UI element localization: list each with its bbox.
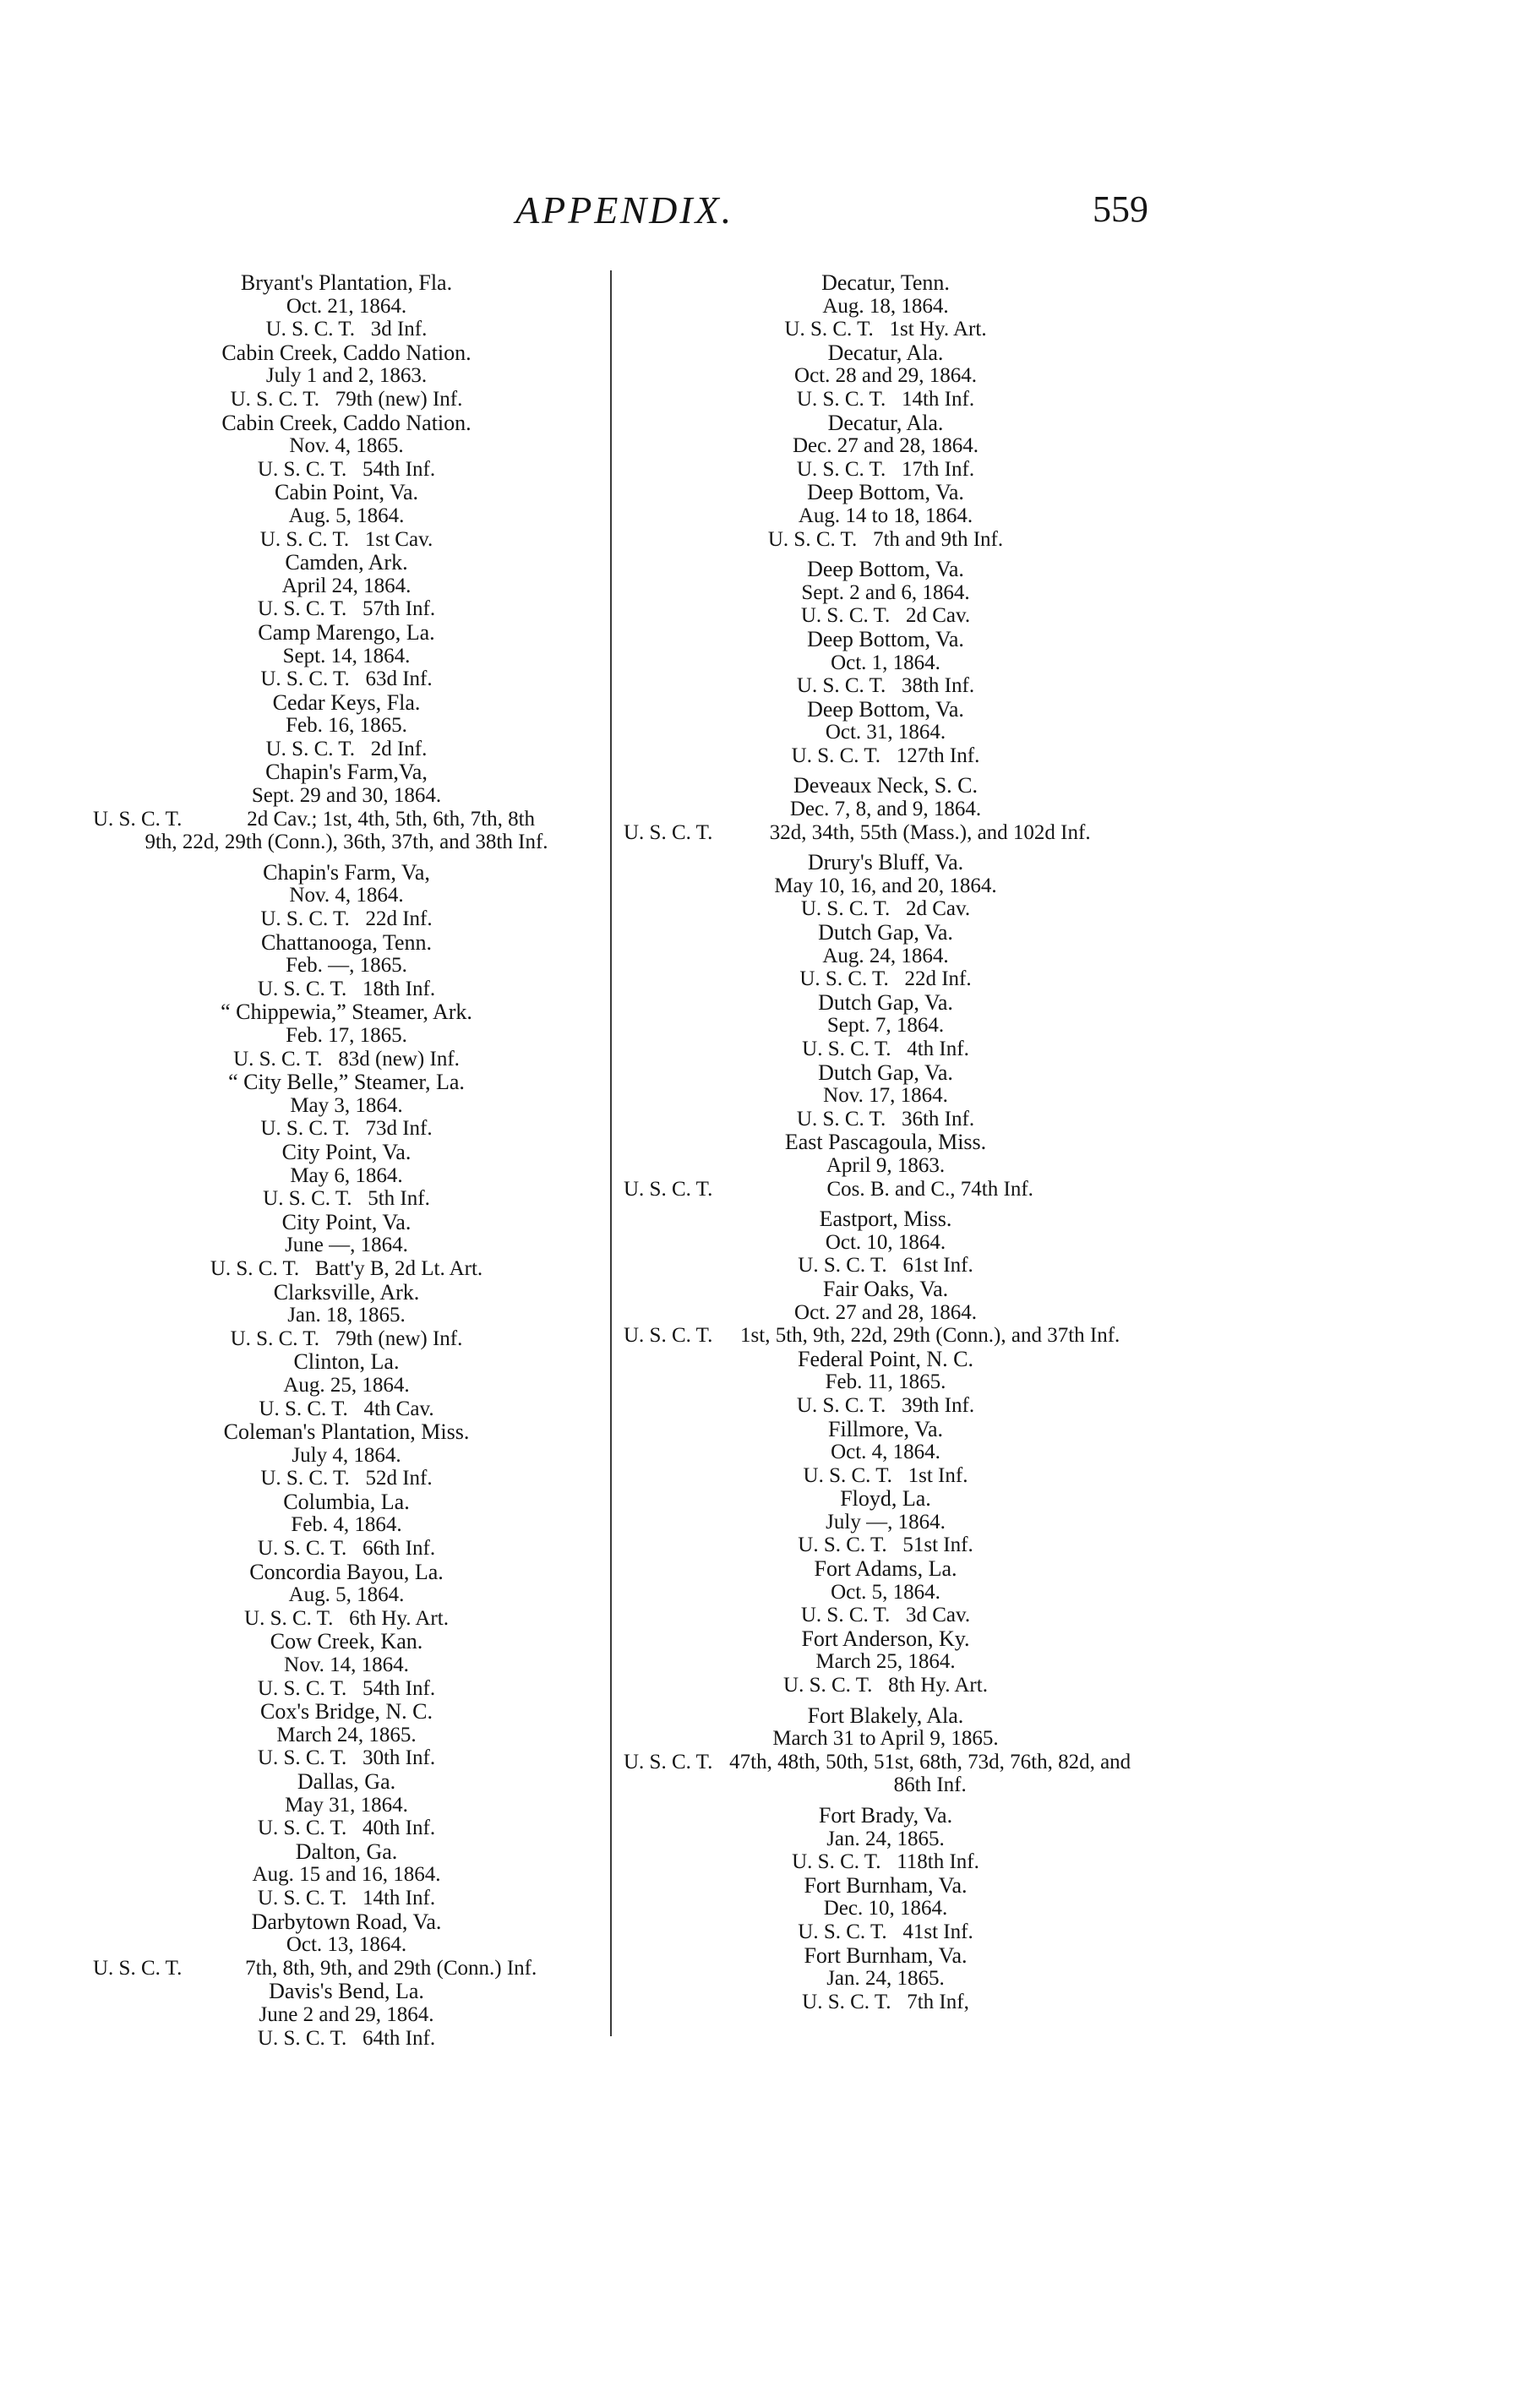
engagement-place: Fort Blakely, Ala. (807, 1702, 964, 1728)
engagement-entry (93, 760, 600, 853)
engagement-place: Fort Anderson, Ky. (801, 1626, 970, 1651)
engagement-entry (93, 1350, 600, 1420)
engagement-date: Feb. 11, 1865. (825, 1370, 946, 1394)
page-number: 559 (1093, 188, 1148, 230)
engagement-date: Oct. 21, 1864. (286, 294, 407, 318)
engagement-date: Sept. 14, 1864. (282, 644, 411, 667)
engagement-entry (624, 851, 1148, 921)
engagement-entry (624, 1418, 1148, 1488)
engagement-date: March 31 to April 9, 1865. (772, 1727, 999, 1751)
engagement-entry (624, 271, 1148, 341)
engagement-entry (93, 1071, 600, 1141)
engagement-troops: U. S. C. T. 7th Inf, (802, 1990, 969, 2013)
engagement-place: Clarksville, Ark. (273, 1279, 420, 1305)
engagement-troops (624, 1751, 1148, 1797)
engagement-date: Oct. 27 and 28, 1864. (794, 1300, 977, 1324)
engagement-date: Aug. 5, 1864. (288, 1583, 405, 1607)
engagement-troops: U. S. C. T. 14th Inf. (257, 1886, 436, 1910)
engagement-date: Aug. 14 to 18, 1864. (798, 504, 973, 527)
engagement-troops: U. S. C. T. 79th (new) Inf. (230, 1327, 463, 1350)
engagement-date: Sept. 29 and 30, 1864. (251, 784, 442, 808)
engagement-place: Dutch Gap, Va. (818, 1060, 953, 1085)
engagement-entry (93, 1770, 600, 1840)
engagement-date: May 31, 1864. (285, 1793, 408, 1817)
engagement-date: Nov. 17, 1864. (823, 1084, 948, 1108)
engagement-date: Oct. 5, 1864. (831, 1580, 940, 1604)
engagement-date: May 6, 1864. (290, 1163, 403, 1187)
engagement-troops: U. S. C. T. 63d Inf. (260, 667, 433, 691)
engagement-place: Decatur, Ala. (827, 340, 944, 365)
engagement-entry (624, 1874, 1148, 1944)
engagement-troops (624, 821, 1148, 845)
engagement-date: Aug. 18, 1864. (822, 294, 949, 318)
engagement-date: Feb. 16, 1865. (286, 714, 407, 738)
engagement-entry (93, 411, 600, 482)
engagement-troops: U. S. C. T. 7th and 9th Inf. (767, 527, 1004, 551)
engagement-date: March 25, 1864. (815, 1650, 956, 1674)
engagement-entry (624, 481, 1148, 551)
engagement-entry (624, 1348, 1148, 1418)
troop-unit: U. S. C. T. (93, 1956, 183, 1980)
engagement-place: Concordia Bayou, La. (249, 1559, 444, 1584)
engagement-place: Davis's Bend, La. (269, 1979, 424, 2004)
engagement-troops: U. S. C. T. 18th Inf. (257, 977, 436, 1000)
engagement-place: Cabin Creek, Caddo Nation. (221, 410, 472, 435)
engagement-entry (624, 1704, 1148, 1797)
engagement-entry (624, 921, 1148, 991)
engagement-place: Chapin's Farm, Va, (263, 859, 430, 885)
engagement-place: Drury's Bluff, Va. (807, 850, 964, 875)
engagement-entry (624, 1130, 1148, 1201)
engagement-place: Eastport, Miss. (819, 1207, 952, 1232)
troop-detail: 2d Cav.; 1st, 4th, 5th, 6th, 7th, 8th (247, 807, 536, 831)
engagement-entry (93, 271, 600, 341)
engagement-date: May 3, 1864. (290, 1093, 403, 1117)
engagement-entry (93, 1420, 600, 1490)
engagement-date: Aug. 15 and 16, 1864. (252, 1863, 441, 1887)
engagement-date: Sept. 7, 1864. (826, 1014, 945, 1038)
engagement-date: Oct. 13, 1864. (286, 1933, 407, 1957)
troop-unit: U. S. C. T. (624, 1177, 713, 1201)
engagement-date: Oct. 1, 1864. (831, 651, 940, 674)
engagement-entry (624, 774, 1148, 844)
engagement-place: Dutch Gap, Va. (818, 989, 953, 1015)
engagement-entry (624, 558, 1148, 628)
engagement-entry (624, 341, 1148, 411)
engagement-troops: U. S. C. T. 54th Inf. (257, 457, 436, 481)
engagement-place: Federal Point, N. C. (798, 1346, 973, 1371)
engagement-place: Fort Burnham, Va. (804, 1872, 968, 1898)
engagement-troops: U. S. C. T. 3d Cav. (800, 1604, 971, 1627)
engagement-date: Oct. 31, 1864. (825, 721, 946, 744)
engagement-place: Floyd, La. (840, 1486, 931, 1512)
engagement-place: Camden, Ark. (285, 550, 408, 575)
engagement-place: Chapin's Farm,Va, (265, 760, 428, 785)
engagement-place: Cabin Point, Va. (275, 480, 418, 505)
engagement-entry (93, 341, 600, 411)
engagement-date: Feb. —, 1865. (286, 954, 407, 978)
troop-detail: Cos. B. and C., 74th Inf. (826, 1177, 1033, 1201)
engagement-place: Cedar Keys, Fla. (272, 689, 421, 715)
engagement-date: Aug. 24, 1864. (822, 944, 949, 967)
engagement-troops (624, 1178, 1148, 1201)
engagement-place: City Point, Va. (281, 1139, 412, 1164)
engagement-entry (624, 1061, 1148, 1131)
engagement-troops: U. S. C. T. 40th Inf. (257, 1817, 436, 1840)
engagement-troops: U. S. C. T. 61st Inf. (798, 1254, 973, 1278)
column-divider (610, 270, 612, 2036)
engagement-troops: U. S. C. T. 39th Inf. (796, 1393, 975, 1417)
engagement-date: Oct. 28 and 29, 1864. (794, 364, 977, 388)
engagement-date: April 24, 1864. (281, 574, 412, 597)
right-column (624, 271, 1148, 2013)
engagement-troops: U. S. C. T. 4th Inf. (802, 1038, 969, 1060)
engagement-place: Dalton, Ga. (295, 1839, 398, 1864)
engagement-place: Fillmore, Va. (827, 1416, 944, 1441)
engagement-date: Jan. 24, 1865. (826, 1967, 945, 1991)
engagement-entry (93, 1980, 600, 2050)
engagement-place: Deep Bottom, Va. (807, 626, 964, 651)
engagement-troops: U. S. C. T. 4th Cav. (259, 1397, 434, 1420)
engagement-entry (624, 1207, 1148, 1278)
engagement-place: Camp Marengo, La. (258, 619, 435, 645)
engagement-entry (624, 991, 1148, 1061)
engagement-troops: U. S. C. T. Batt'y B, 2d Lt. Art. (210, 1256, 483, 1280)
engagement-troops: U. S. C. T. 127th Inf. (791, 744, 980, 767)
engagement-place: “ Chippewia,” Steamer, Ark. (221, 1000, 472, 1025)
engagement-place: Cabin Creek, Caddo Nation. (221, 340, 472, 365)
engagement-entry (93, 1141, 600, 1211)
engagement-date: Oct. 4, 1864. (831, 1441, 940, 1464)
engagement-place: Fair Oaks, Va. (822, 1276, 949, 1301)
engagement-entry (624, 1278, 1148, 1348)
engagement-place: Darbytown Road, Va. (251, 1909, 442, 1934)
engagement-troops: U. S. C. T. 64th Inf. (257, 2026, 436, 2050)
engagement-entry (93, 551, 600, 621)
engagement-troops: U. S. C. T. 57th Inf. (257, 597, 436, 621)
engagement-entry (624, 1804, 1148, 1874)
troop-unit: U. S. C. T. (624, 1750, 713, 1773)
engagement-place: Columbia, La. (283, 1489, 410, 1514)
engagement-troops: U. S. C. T. 22d Inf. (799, 967, 972, 991)
engagement-troops: U. S. C. T. 2d Cav. (800, 604, 971, 628)
engagement-troops: U. S. C. T. 3d Inf. (265, 318, 428, 341)
engagement-date: July 4, 1864. (292, 1443, 401, 1467)
engagement-troops: U. S. C. T. 1st Inf. (803, 1463, 968, 1487)
engagement-troops: U. S. C. T. 2d Inf. (265, 737, 428, 760)
engagement-place: Dallas, Ga. (297, 1769, 396, 1794)
troop-detail-continued: 9th, 22d, 29th (Conn.), 36th, 37th, and 38th Inf. (144, 831, 548, 854)
engagement-entry (93, 861, 600, 931)
engagement-place: City Point, Va. (281, 1209, 412, 1234)
engagement-date: Nov. 4, 1865. (289, 434, 404, 458)
engagement-date: Sept. 2 and 6, 1864. (801, 580, 970, 604)
engagement-troops: U. S. C. T. 17th Inf. (796, 457, 975, 481)
engagement-place: Bryant's Plantation, Fla. (240, 270, 453, 295)
engagement-troops: U. S. C. T. 54th Inf. (257, 1676, 436, 1700)
engagement-date: June —, 1864. (285, 1234, 408, 1257)
engagement-troops: U. S. C. T. 51st Inf. (798, 1534, 973, 1557)
troop-detail: 47th, 48th, 50th, 51st, 68th, 73d, 76th, 82d, and 86th Inf. (729, 1750, 1131, 1797)
troop-detail: 1st, 5th, 9th, 22d, 29th (Conn.), and 37th Inf. (740, 1324, 1120, 1348)
engagement-date: Nov. 14, 1864. (284, 1653, 409, 1677)
engagement-date: Aug. 25, 1864. (283, 1373, 410, 1397)
engagement-place: “ City Belle,” Steamer, La. (228, 1070, 465, 1095)
engagement-place: Deep Bottom, Va. (807, 696, 964, 722)
engagement-troops: U. S. C. T. 6th Hy. Art. (244, 1606, 449, 1630)
engagement-date: May 10, 16, and 20, 1864. (774, 874, 997, 897)
engagement-place: Coleman's Plantation, Miss. (223, 1419, 470, 1445)
engagement-entry (624, 1627, 1148, 1697)
engagement-entry (93, 1630, 600, 1700)
engagement-troops (93, 1957, 600, 1980)
engagement-date: Oct. 10, 1864. (825, 1230, 946, 1254)
engagement-troops: U. S. C. T. 1st Cav. (259, 527, 433, 551)
engagement-place: Decatur, Tenn. (821, 270, 950, 295)
engagement-place: Deep Bottom, Va. (807, 557, 964, 582)
engagement-troops: U. S. C. T. 14th Inf. (796, 387, 975, 411)
troop-unit: U. S. C. T. (624, 1324, 713, 1348)
engagement-entry (624, 1944, 1148, 2014)
engagement-date: Dec. 7, 8, and 9, 1864. (789, 798, 982, 821)
engagement-place: Deep Bottom, Va. (807, 480, 964, 505)
engagement-date: Feb. 17, 1865. (286, 1024, 407, 1047)
engagement-entry (93, 691, 600, 761)
engagement-place: Fort Adams, La. (814, 1556, 957, 1582)
running-head: APPENDIX. (515, 188, 734, 232)
left-column (93, 271, 600, 2050)
engagement-date: March 24, 1865. (276, 1723, 417, 1746)
engagement-date: Nov. 4, 1864. (289, 884, 404, 907)
engagement-date: Feb. 4, 1864. (291, 1513, 402, 1537)
engagement-date: Jan. 18, 1865. (287, 1304, 406, 1327)
engagement-troops: U. S. C. T. 2d Cav. (800, 897, 971, 921)
engagement-entry (93, 1700, 600, 1770)
engagement-troops: U. S. C. T. 41st Inf. (798, 1920, 973, 1943)
engagement-entry (93, 1561, 600, 1631)
engagement-date: Dec. 10, 1864. (823, 1897, 948, 1920)
engagement-troops: U. S. C. T. 83d (new) Inf. (233, 1047, 460, 1071)
engagement-date: July —, 1864. (826, 1510, 946, 1534)
engagement-troops: U. S. C. T. 22d Inf. (260, 907, 433, 931)
engagement-date: July 1 and 2, 1863. (265, 364, 428, 388)
engagement-place: Dutch Gap, Va. (818, 920, 953, 945)
engagement-place: East Pascagoula, Miss. (784, 1130, 987, 1155)
engagement-entry (93, 1910, 600, 1980)
engagement-troops: U. S. C. T. 73d Inf. (260, 1117, 433, 1141)
engagement-place: Chattanooga, Tenn. (260, 929, 433, 955)
engagement-troops: U. S. C. T. 79th (new) Inf. (230, 387, 463, 411)
troop-detail: 32d, 34th, 55th (Mass.), and 102d Inf. (769, 820, 1091, 844)
engagement-entry (93, 1211, 600, 1281)
engagement-entry (624, 628, 1148, 698)
engagement-troops: U. S. C. T. 66th Inf. (257, 1537, 436, 1561)
engagement-entry (624, 1487, 1148, 1557)
engagement-entry (93, 931, 600, 1001)
engagement-place: Fort Burnham, Va. (804, 1942, 968, 1968)
engagement-entry (93, 1000, 600, 1071)
engagement-date: Aug. 5, 1864. (288, 504, 405, 527)
engagement-entry (93, 1490, 600, 1561)
engagement-entry (624, 698, 1148, 768)
engagement-troops: U. S. C. T. 36th Inf. (796, 1107, 975, 1130)
engagement-troops: U. S. C. T. 8th Hy. Art. (783, 1674, 988, 1697)
engagement-entry (93, 481, 600, 551)
engagement-troops: U. S. C. T. 118th Inf. (792, 1850, 979, 1874)
engagement-date: April 9, 1863. (826, 1153, 946, 1177)
engagement-troops: U. S. C. T. 5th Inf. (263, 1187, 430, 1211)
engagement-entry (93, 621, 600, 691)
troop-unit: U. S. C. T. (93, 807, 183, 831)
engagement-entry (93, 1281, 600, 1351)
engagement-date: Dec. 27 and 28, 1864. (792, 434, 979, 458)
engagement-troops: U. S. C. T. 1st Hy. Art. (784, 318, 987, 341)
engagement-troops (93, 808, 600, 831)
engagement-troops (624, 1324, 1148, 1348)
engagement-place: Fort Brady, Va. (818, 1803, 953, 1828)
engagement-place: Cox's Bridge, N. C. (259, 1699, 433, 1724)
troop-detail: 7th, 8th, 9th, and 29th (Conn.) Inf. (245, 1956, 537, 1980)
engagement-place: Cow Creek, Kan. (270, 1629, 423, 1654)
engagement-place: Clinton, La. (293, 1349, 400, 1375)
engagement-place: Decatur, Ala. (827, 410, 944, 435)
engagement-entry (93, 1840, 600, 1910)
troop-unit: U. S. C. T. (624, 820, 713, 844)
engagement-entry (624, 411, 1148, 482)
engagement-date: June 2 and 29, 1864. (259, 2002, 434, 2026)
engagement-entry (624, 1557, 1148, 1627)
engagement-troops: U. S. C. T. 38th Inf. (796, 674, 975, 698)
engagement-place: Deveaux Neck, S. C. (793, 773, 979, 798)
engagement-troops: U. S. C. T. 30th Inf. (257, 1746, 436, 1770)
engagement-date: Jan. 24, 1865. (826, 1827, 945, 1850)
engagement-troops: U. S. C. T. 52d Inf. (260, 1467, 433, 1490)
